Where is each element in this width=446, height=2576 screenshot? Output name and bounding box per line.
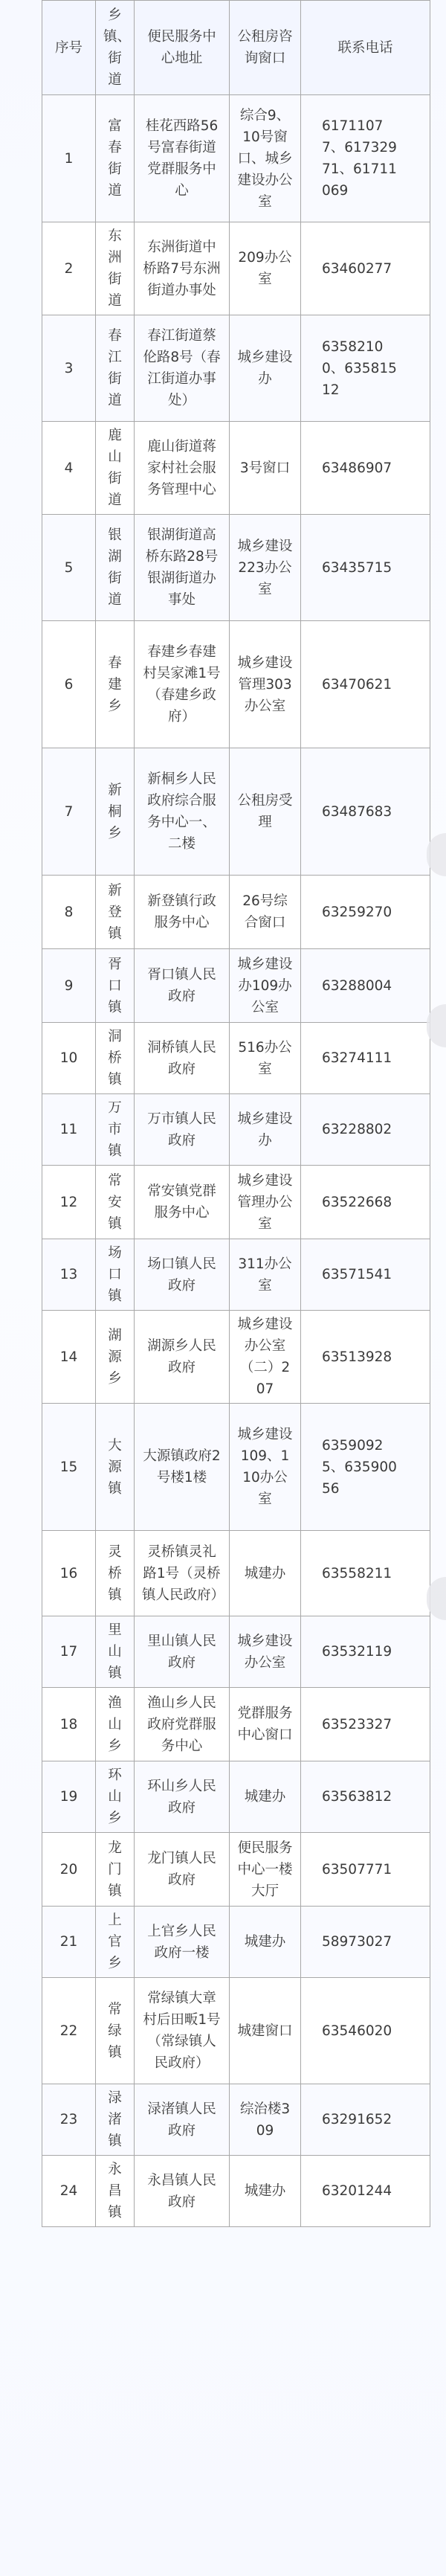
row-town: 渔山乡 <box>96 1688 135 1761</box>
row-phone: 63546020 <box>301 1978 430 2084</box>
row-phone: 63513928 <box>301 1311 430 1404</box>
row-number: 23 <box>42 2084 96 2156</box>
row-phone: 63288004 <box>301 949 430 1023</box>
row-window: 城乡建设管理303办公室 <box>230 621 301 748</box>
row-address: 灵桥镇灵礼路1号（灵桥镇人民政府） <box>135 1531 230 1616</box>
row-phone: 58973027 <box>301 1907 430 1978</box>
row-phone: 63532119 <box>301 1616 430 1688</box>
row-window: 516办公室 <box>230 1023 301 1094</box>
row-window: 城乡建设办公室 <box>230 1616 301 1688</box>
row-number: 22 <box>42 1978 96 2084</box>
row-window: 209办公室 <box>230 222 301 315</box>
table-row <box>42 2084 430 2156</box>
table-row <box>42 876 430 949</box>
service-center-table <box>42 0 430 2227</box>
row-town: 鹿山街道 <box>96 422 135 515</box>
row-town: 永昌镇 <box>96 2156 135 2227</box>
row-town: 渌渚镇 <box>96 2084 135 2156</box>
table-row <box>42 1531 430 1616</box>
header-phone: 联系电话 <box>301 1 430 95</box>
row-address: 龙门镇人民政府 <box>135 1833 230 1907</box>
row-window: 城建办 <box>230 2156 301 2227</box>
row-window: 综治楼309 <box>230 2084 301 2156</box>
row-number: 8 <box>42 876 96 949</box>
row-window: 城建窗口 <box>230 1978 301 2084</box>
header-address: 便民服务中心地址 <box>135 1 230 95</box>
row-number: 11 <box>42 1094 96 1166</box>
header-no: 序号 <box>42 1 96 95</box>
row-address: 桂花西路56号富春街道党群服务中心 <box>135 95 230 222</box>
table-row <box>42 748 430 876</box>
row-town: 胥口镇 <box>96 949 135 1023</box>
row-address: 常安镇党群服务中心 <box>135 1166 230 1239</box>
table-row <box>42 1166 430 1239</box>
row-town: 灵桥镇 <box>96 1531 135 1616</box>
row-number: 14 <box>42 1311 96 1404</box>
row-number: 10 <box>42 1023 96 1094</box>
row-address: 渌渚镇人民政府 <box>135 2084 230 2156</box>
row-address: 渔山乡人民政府党群服务中心 <box>135 1688 230 1761</box>
row-town: 里山镇 <box>96 1616 135 1688</box>
row-number: 9 <box>42 949 96 1023</box>
row-phone: 61711077、61732971、61711069 <box>301 95 430 222</box>
row-phone: 63582100、63581512 <box>301 315 430 422</box>
row-address: 洞桥镇人民政府 <box>135 1023 230 1094</box>
row-address: 胥口镇人民政府 <box>135 949 230 1023</box>
row-window: 城建办 <box>230 1531 301 1616</box>
row-address: 湖源乡人民政府 <box>135 1311 230 1404</box>
row-phone: 63590925、63590056 <box>301 1404 430 1531</box>
row-address: 春建乡春建村吴家滩1号（春建乡政府） <box>135 621 230 748</box>
row-phone: 63558211 <box>301 1531 430 1616</box>
row-address: 大源镇政府2号楼1楼 <box>135 1404 230 1531</box>
row-number: 6 <box>42 621 96 748</box>
row-address: 新桐乡人民政府综合服务中心一、二楼 <box>135 748 230 876</box>
row-window: 党群服务中心窗口 <box>230 1688 301 1761</box>
row-number: 16 <box>42 1531 96 1616</box>
row-number: 21 <box>42 1907 96 1978</box>
row-address: 里山镇人民政府 <box>135 1616 230 1688</box>
table-row <box>42 1239 430 1311</box>
row-phone: 63460277 <box>301 222 430 315</box>
row-town: 龙门镇 <box>96 1833 135 1907</box>
table-row <box>42 1404 430 1531</box>
table-row <box>42 1094 430 1166</box>
row-number: 24 <box>42 2156 96 2227</box>
row-window: 城乡建设223办公室 <box>230 515 301 621</box>
row-phone: 63291652 <box>301 2084 430 2156</box>
table-row <box>42 95 430 222</box>
row-window: 城乡建设办公室（二）207 <box>230 1311 301 1404</box>
row-town: 银湖街道 <box>96 515 135 621</box>
row-address: 万市镇人民政府 <box>135 1094 230 1166</box>
row-address: 场口镇人民政府 <box>135 1239 230 1311</box>
row-number: 7 <box>42 748 96 876</box>
row-address: 永昌镇人民政府 <box>135 2156 230 2227</box>
row-town: 洞桥镇 <box>96 1023 135 1094</box>
row-phone: 63228802 <box>301 1094 430 1166</box>
row-town: 常绿镇 <box>96 1978 135 2084</box>
row-town: 场口镇 <box>96 1239 135 1311</box>
row-phone: 63522668 <box>301 1166 430 1239</box>
row-town: 湖源乡 <box>96 1311 135 1404</box>
row-window: 综合9、10号窗口、城乡建设办公室 <box>230 95 301 222</box>
table-row <box>42 315 430 422</box>
row-number: 12 <box>42 1166 96 1239</box>
row-number: 15 <box>42 1404 96 1531</box>
row-town: 春建乡 <box>96 621 135 748</box>
table-row <box>42 1023 430 1094</box>
row-number: 19 <box>42 1761 96 1833</box>
row-address: 春江街道蔡伦路8号（春江街道办事处） <box>135 315 230 422</box>
row-number: 20 <box>42 1833 96 1907</box>
table-row <box>42 621 430 748</box>
row-number: 2 <box>42 222 96 315</box>
table-body <box>42 95 430 2227</box>
table-header <box>42 1 430 95</box>
row-town: 新桐乡 <box>96 748 135 876</box>
row-window: 城乡建设办109办公室 <box>230 949 301 1023</box>
table-row <box>42 1688 430 1761</box>
row-address: 上官乡人民政府一楼 <box>135 1907 230 1978</box>
row-town: 大源镇 <box>96 1404 135 1531</box>
row-phone: 63571541 <box>301 1239 430 1311</box>
table-row <box>42 515 430 621</box>
row-town: 东洲街道 <box>96 222 135 315</box>
table-row <box>42 1311 430 1404</box>
row-phone: 63563812 <box>301 1761 430 1833</box>
table-row <box>42 949 430 1023</box>
row-phone: 63486907 <box>301 422 430 515</box>
row-address: 鹿山街道蒋家村社会服务管理中心 <box>135 422 230 515</box>
row-address: 银湖街道高桥东路28号银湖街道办事处 <box>135 515 230 621</box>
row-phone: 63274111 <box>301 1023 430 1094</box>
table-row <box>42 422 430 515</box>
table-row <box>42 2156 430 2227</box>
table-row <box>42 222 430 315</box>
row-window: 26号综合窗口 <box>230 876 301 949</box>
row-window: 城乡建设109、110办公室 <box>230 1404 301 1531</box>
row-town: 上官乡 <box>96 1907 135 1978</box>
table-row <box>42 1978 430 2084</box>
row-town: 富春街道 <box>96 95 135 222</box>
row-town: 万市镇 <box>96 1094 135 1166</box>
row-window: 公租房受理 <box>230 748 301 876</box>
table-row <box>42 1616 430 1688</box>
row-window: 城乡建设管理办公室 <box>230 1166 301 1239</box>
row-phone: 63259270 <box>301 876 430 949</box>
row-phone: 63470621 <box>301 621 430 748</box>
row-window: 城建办 <box>230 1907 301 1978</box>
row-town: 环山乡 <box>96 1761 135 1833</box>
row-window: 城建办 <box>230 1761 301 1833</box>
header-town: 乡镇、街道 <box>96 1 135 95</box>
row-phone: 63523327 <box>301 1688 430 1761</box>
row-number: 18 <box>42 1688 96 1761</box>
row-number: 1 <box>42 95 96 222</box>
row-town: 新登镇 <box>96 876 135 949</box>
row-town: 春江街道 <box>96 315 135 422</box>
table-row <box>42 1907 430 1978</box>
row-window: 便民服务中心一楼大厅 <box>230 1833 301 1907</box>
row-phone: 63507771 <box>301 1833 430 1907</box>
row-address: 新登镇行政服务中心 <box>135 876 230 949</box>
row-window: 3号窗口 <box>230 422 301 515</box>
row-address: 环山乡人民政府 <box>135 1761 230 1833</box>
table-row <box>42 1761 430 1833</box>
header-window: 公租房咨询窗口 <box>230 1 301 95</box>
row-phone: 63201244 <box>301 2156 430 2227</box>
row-number: 3 <box>42 315 96 422</box>
row-phone: 63487683 <box>301 748 430 876</box>
row-town: 常安镇 <box>96 1166 135 1239</box>
row-address: 常绿镇大章村后田畈1号（常绿镇人民政府） <box>135 1978 230 2084</box>
row-number: 17 <box>42 1616 96 1688</box>
row-window: 311办公室 <box>230 1239 301 1311</box>
row-number: 13 <box>42 1239 96 1311</box>
row-window: 城乡建设办 <box>230 315 301 422</box>
row-phone: 63435715 <box>301 515 430 621</box>
row-number: 5 <box>42 515 96 621</box>
table-row <box>42 1833 430 1907</box>
row-window: 城乡建设办 <box>230 1094 301 1166</box>
row-number: 4 <box>42 422 96 515</box>
row-address: 东洲街道中桥路7号东洲街道办事处 <box>135 222 230 315</box>
